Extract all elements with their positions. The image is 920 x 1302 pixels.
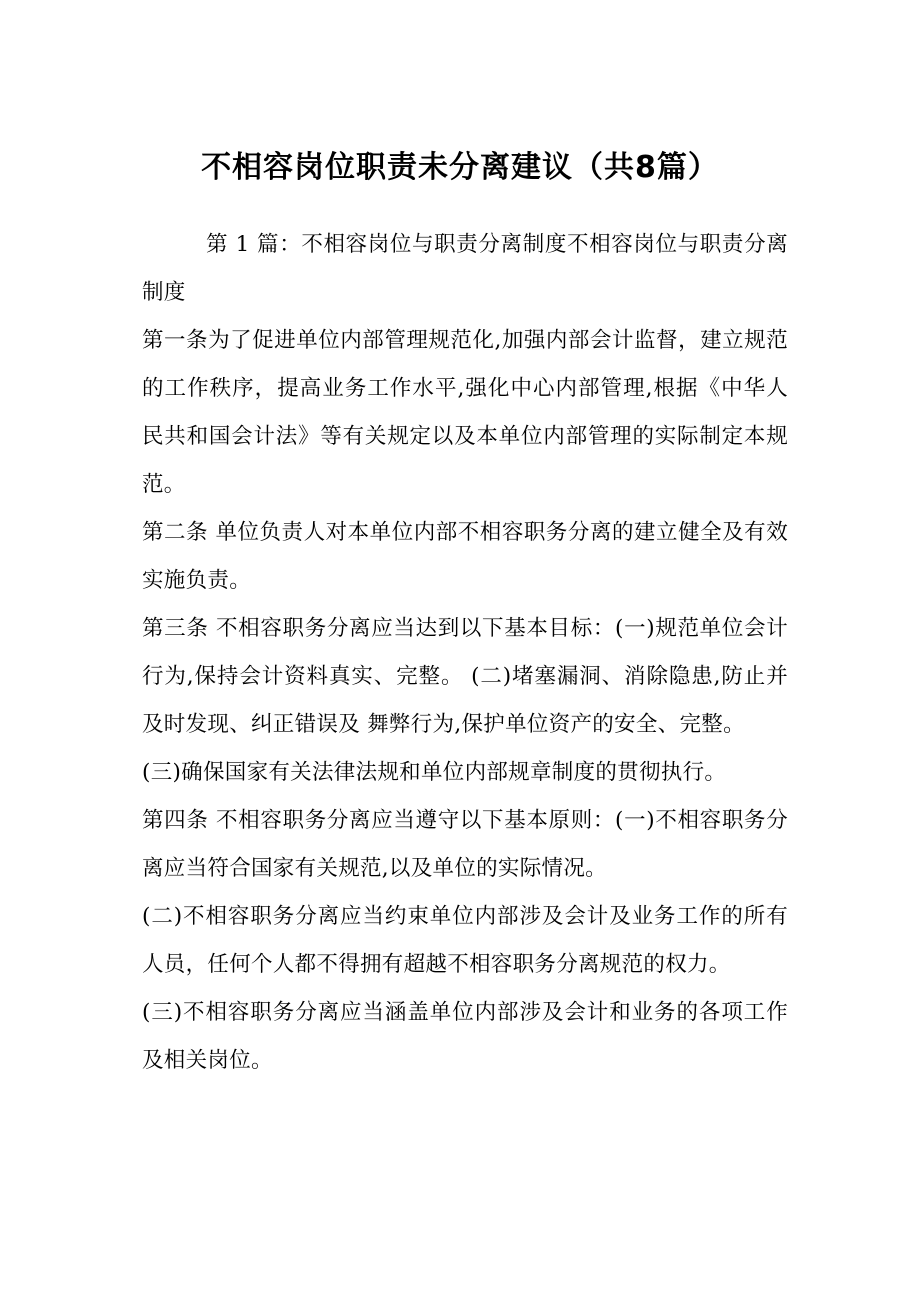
paragraph-article-4-item-2: (二)不相容职务分离应当约束单位内部涉及会计及业务工作的所有人员，任何个人都不得拥有超越不相容职务分离规范的权力。: [142, 904, 788, 977]
paragraph-article-4-item-3: (三)不相容职务分离应当涵盖单位内部涉及会计和业务的各项工作及相关岗位。: [142, 1000, 788, 1073]
paragraph-article-1: 第一条为了促进单位内部管理规范化,加强内部会计监督，建立规范的工作秩序，提高业务工作水平,强化中心内部管理,根据《中华人民共和国会计法》等有关规定以及本单位内部管理的实际制定本规范。: [142, 328, 788, 497]
paragraph-article-4: 第四条 不相容职务分离应当遵守以下基本原则：(一)不相容职务分离应当符合国家有关规范,以及单位的实际情况。: [142, 808, 788, 881]
document-title: 不相容岗位职责未分离建议（共8篇）: [201, 150, 719, 185]
paragraph-article-2: 第二条 单位负责人对本单位内部不相容职务分离的建立健全及有效实施负责。: [142, 520, 788, 593]
document-body: [142, 221, 788, 1085]
paragraph-heading: 第 1 篇：不相容岗位与职责分离制度不相容岗位与职责分离制度: [142, 232, 788, 305]
paragraph-article-3-item-3: (三)确保国家有关法律法规和单位内部规章制度的贯彻执行。: [142, 760, 727, 785]
paragraph-article-3: 第三条 不相容职务分离应当达到以下基本目标：(一)规范单位会计行为,保持会计资料真实、完整。 (二)堵塞漏洞、消除隐患,防止并及时发现、纠正错误及 舞弊行为,保护单位资产的安全、完整。: [142, 616, 788, 737]
